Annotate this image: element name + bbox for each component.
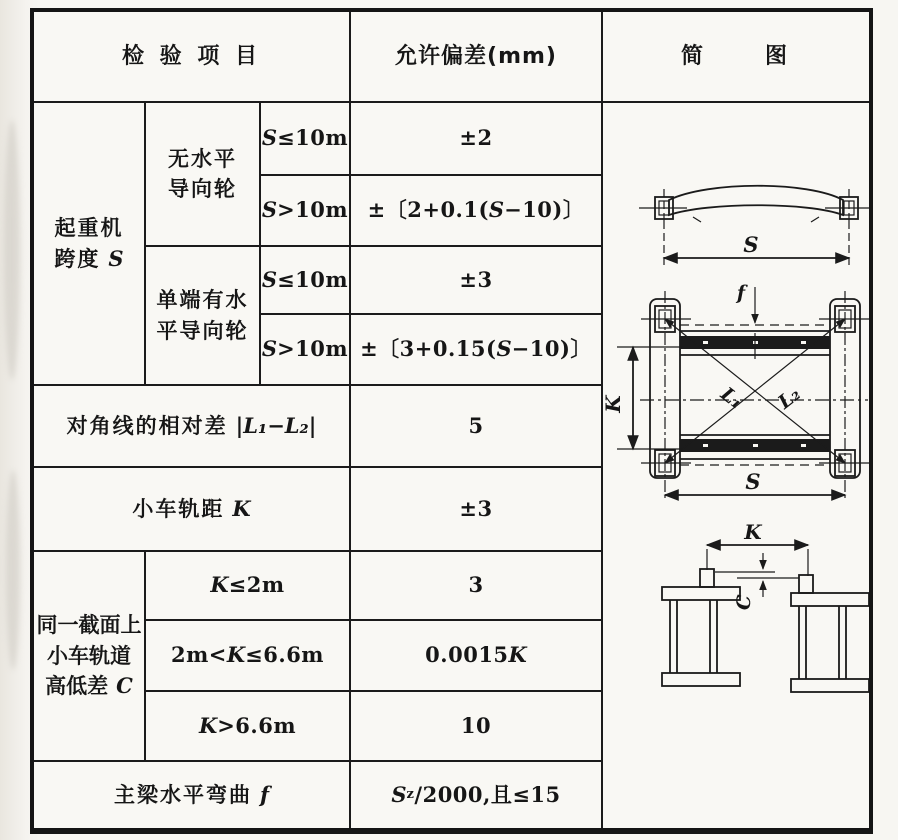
header-diagram-label-1: 简 <box>680 43 707 69</box>
cell-dev-formula-2: ±〔3+0.15( S −10)〕 <box>351 315 601 384</box>
scan-smudge <box>6 470 20 670</box>
crane-span-line1: 起重机 <box>54 216 124 241</box>
cell-single-end-guide-wheel: 单端有水 平导向轮 <box>146 247 259 384</box>
header-inspection-items <box>34 12 349 101</box>
cell-k1-value: 3 <box>351 552 601 619</box>
cell-height-difference-group: 同一截面上 小车轨道 高低差 C <box>34 552 144 760</box>
girder-span-diagram <box>639 186 869 266</box>
dim-label-k3: K <box>744 520 762 544</box>
cell-no-horizontal-guide-wheel: 无水平 导向轮 <box>146 103 259 245</box>
dim-label-l1: L₁ <box>716 382 748 414</box>
rail-section-diagram <box>662 520 869 692</box>
cell-k2-value: 0.0015 K <box>351 621 601 690</box>
cell-cond-k-le-2: K ≤2m <box>146 552 349 619</box>
scan-smudge <box>4 120 20 380</box>
cell-dev-pm2: ±2 <box>351 103 601 174</box>
cell-girder-horizontal-bend: 主梁水平弯曲 f <box>34 762 349 828</box>
height-difference-line3: 高低差 C <box>45 673 133 699</box>
header-diagram-label-2: 图 <box>765 43 792 69</box>
cell-k3-value: 10 <box>351 692 601 760</box>
dim-label-l2: L₂ <box>773 382 805 414</box>
cell-trolley-gauge: 小车轨距 K <box>34 468 349 550</box>
cell-cond-k-gt-66: K >6.6m <box>146 692 349 760</box>
header-allowed-deviation <box>351 12 601 101</box>
cell-cond-s-le-10-b: S ≤10m <box>261 247 349 313</box>
crane-span-line2: 跨度 S <box>54 245 124 271</box>
dim-label-s2: S <box>745 469 761 494</box>
header-allowed-deviation-label: 允许偏差(mm) <box>395 43 557 69</box>
cell-crane-span <box>34 103 144 384</box>
cell-cond-2-k-66: 2m< K ≤6.6m <box>146 621 349 690</box>
header-diagram <box>603 12 869 101</box>
bridge-plan-diagram <box>603 282 869 501</box>
dim-label-f: f <box>736 282 746 304</box>
header-inspection-items-label: 检 验 项 目 <box>122 43 261 69</box>
cell-diagrams <box>603 103 869 828</box>
dim-label-s1: S <box>743 232 759 257</box>
diagrams-svg <box>603 103 869 828</box>
cell-diagonal-difference: 对角线的相对差 |L₁−L₂| <box>34 386 349 466</box>
cell-cond-s-gt-10-a: S >10m <box>261 176 349 245</box>
cell-cond-s-gt-10-b: S >10m <box>261 315 349 384</box>
cell-dev-pm3: ±3 <box>351 247 601 313</box>
cell-girder-bend-value: S z /2000,且≤15 <box>351 762 601 828</box>
cell-dev-formula-1: ±〔2+0.1( S −10)〕 <box>351 176 601 245</box>
tolerance-table <box>30 8 873 834</box>
cell-cond-s-le-10-a: S ≤10m <box>261 103 349 174</box>
cell-diagonal-value: 5 <box>351 386 601 466</box>
dim-label-c: C <box>732 593 756 611</box>
cell-trolley-gauge-value: ±3 <box>351 468 601 550</box>
dim-label-k2: K <box>603 395 625 413</box>
